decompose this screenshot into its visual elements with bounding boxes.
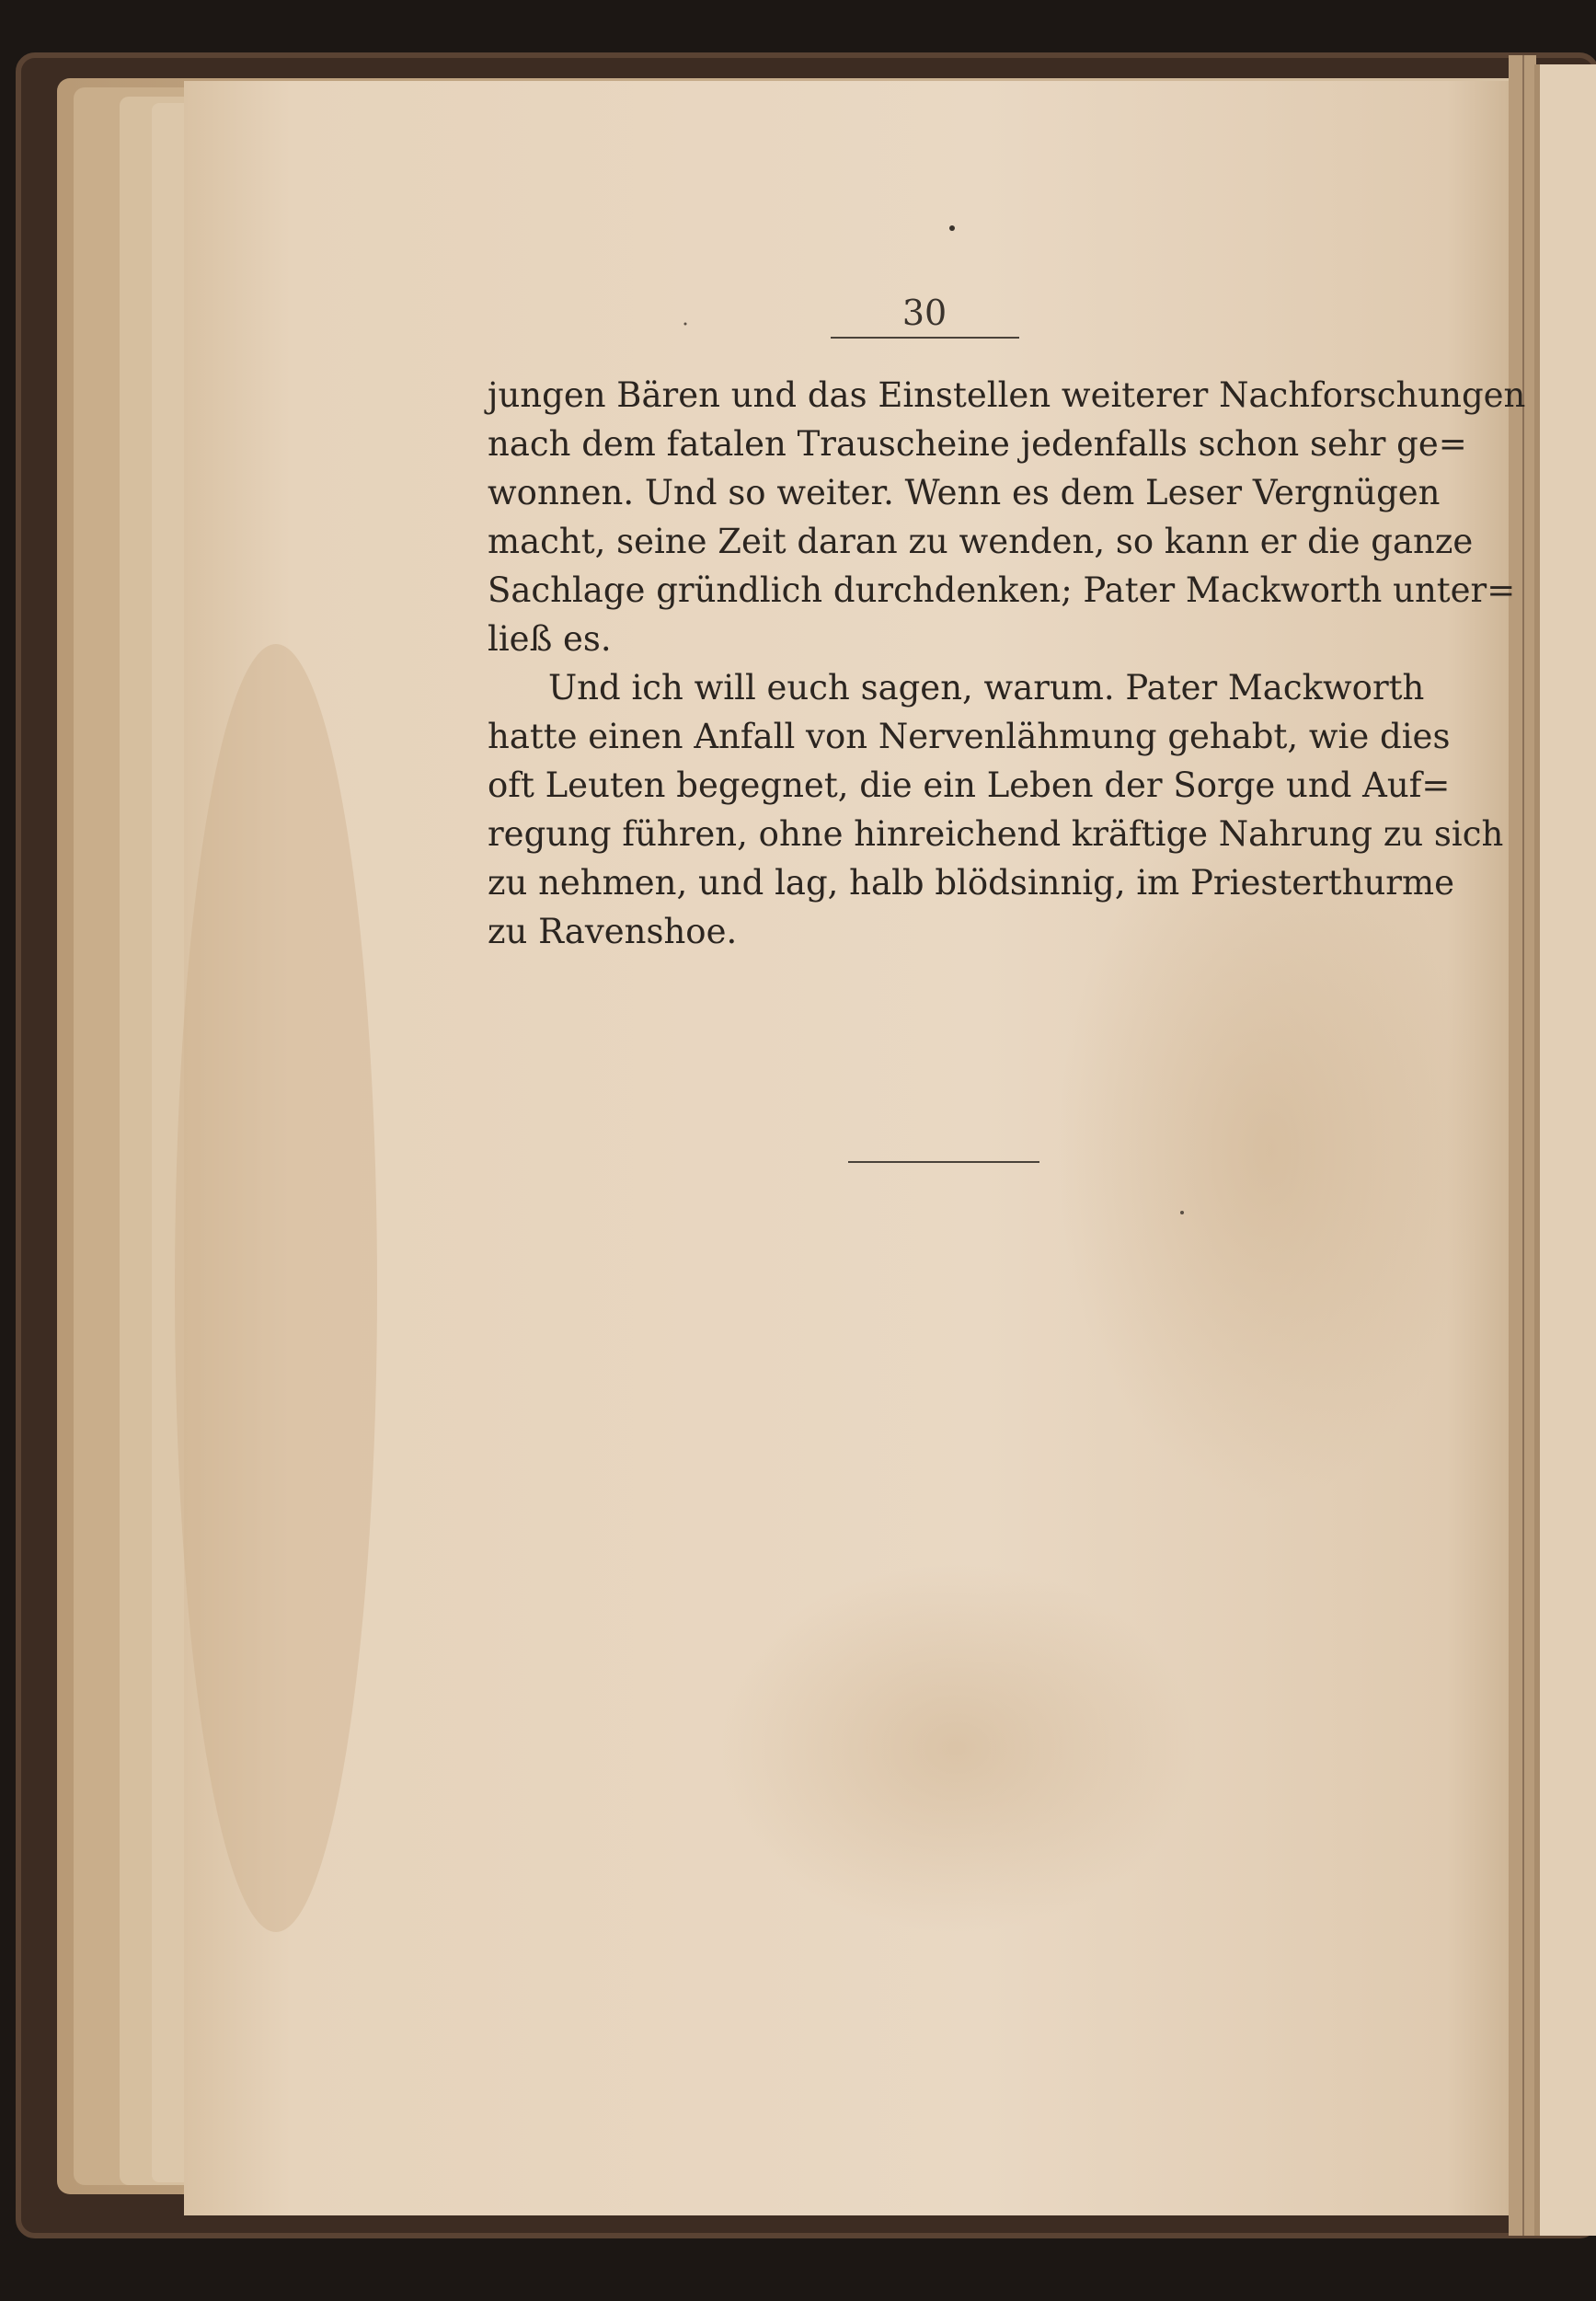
paragraph-2 — [488, 663, 1504, 956]
paragraph-1 — [488, 371, 1526, 663]
text-line: nach dem fatalen Trauscheine jedenfalls schon sehr ge= — [488, 424, 1467, 464]
page-number: 30 — [901, 293, 947, 333]
text-line: Sachlage gründlich durchdenken; Pater Mackworth unter= — [488, 570, 1516, 610]
header-rule — [831, 337, 1019, 339]
body-text — [488, 371, 1526, 956]
text-line: jungen Bären und das Einstellen weiterer Nachforschungen — [488, 375, 1526, 415]
end-rule — [848, 1161, 1039, 1163]
text-line: zu nehmen, und lag, halb blödsinnig, im Priesterthurme — [488, 863, 1454, 903]
text-line: zu Ravenshoe. — [488, 912, 738, 951]
text-line: oft Leuten begegnet, die ein Leben der Sorge und Auf= — [488, 765, 1451, 805]
text-line: Und ich will euch sagen, warum. Pater Mackworth — [548, 668, 1425, 708]
text-line: wonnen. Und so weiter. Wenn es dem Leser Vergnügen — [488, 473, 1441, 512]
text-line: regung führen, ohne hinreichend kräftige Nahrung zu sich — [488, 814, 1504, 854]
text-line: hatte einen Anfall von Nervenlähmung gehabt, wie dies — [488, 717, 1451, 756]
text-line: ließ es. — [488, 619, 612, 659]
text-line: macht, seine Zeit daran zu wenden, so kann er die ganze — [488, 522, 1474, 561]
